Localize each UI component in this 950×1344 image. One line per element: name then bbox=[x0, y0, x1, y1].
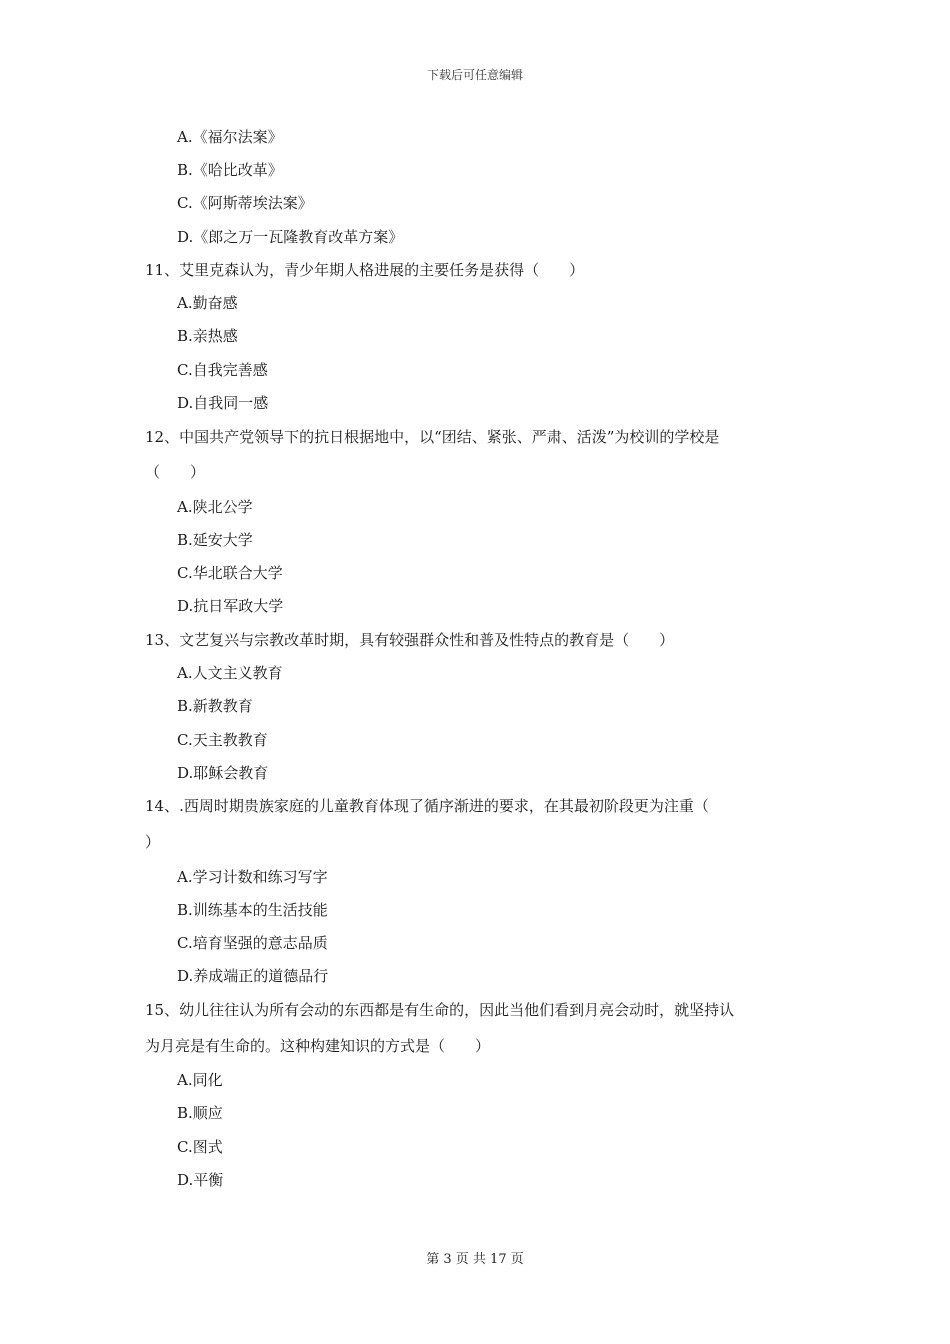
question-12-option-b: B.延安大学 bbox=[177, 531, 253, 549]
question-12-option-c: C.华北联合大学 bbox=[177, 564, 283, 582]
question-15-stem-continued: 为月亮是有生命的。这种构建知识的方式是（ ） bbox=[145, 1037, 491, 1055]
question-11-option-a: A.勤奋感 bbox=[177, 294, 238, 312]
question-13-option-d: D.耶稣会教育 bbox=[177, 764, 269, 782]
page-header: 下载后可任意编辑 bbox=[426, 68, 523, 82]
question-12-stem-continued: （ ） bbox=[145, 463, 206, 481]
question-12-option-d: D.抗日军政大学 bbox=[177, 597, 284, 615]
question-11-stem: 11、艾里克森认为，青少年期人格进展的主要任务是获得（ ） bbox=[145, 261, 585, 279]
question-14-option-c: C.培育坚强的意志品质 bbox=[177, 934, 328, 952]
prev-option-d: D.《郎之万一瓦隆教育改革方案》 bbox=[177, 228, 404, 246]
page-footer: 第 3 页 共 17 页 bbox=[426, 1252, 524, 1267]
question-12-stem: 12、中国共产党领导下的抗日根据地中，以“团结、紧张、严肃、活泼”为校训的学校是 bbox=[145, 428, 720, 446]
question-14-option-d: D.养成端正的道德品行 bbox=[177, 967, 329, 985]
prev-option-b: B.《哈比改革》 bbox=[177, 161, 283, 179]
question-11-option-b: B.亲热感 bbox=[177, 327, 238, 345]
question-15-stem: 15、幼儿往往认为所有会动的东西都是有生命的，因此当他们看到月亮会动时，就坚持认 bbox=[145, 1001, 735, 1019]
question-11-option-d: D.自我同一感 bbox=[177, 394, 269, 412]
question-12-option-a: A.陕北公学 bbox=[177, 498, 253, 516]
question-15-option-a: A.同化 bbox=[177, 1071, 223, 1089]
question-13-option-a: A.人文主义教育 bbox=[177, 664, 283, 682]
question-14-option-a: A.学习计数和练习写字 bbox=[177, 868, 328, 886]
question-11-option-c: C.自我完善感 bbox=[177, 361, 268, 379]
question-13-option-c: C.天主教教育 bbox=[177, 731, 268, 749]
question-13-stem: 13、文艺复兴与宗教改革时期，具有较强群众性和普及性特点的教育是（ ） bbox=[145, 631, 675, 649]
question-14-stem: 14、.西周时期贵族家庭的儿童教育体现了循序渐进的要求，在其最初阶段更为注重（ bbox=[145, 797, 709, 815]
question-15-option-c: C.图式 bbox=[177, 1138, 223, 1156]
question-15-option-b: B.顺应 bbox=[177, 1104, 223, 1122]
question-13-option-b: B.新教教育 bbox=[177, 697, 253, 715]
question-14-stem-continued: ） bbox=[145, 833, 161, 851]
question-15-option-d: D.平衡 bbox=[177, 1171, 224, 1189]
prev-option-c: C.《阿斯蒂埃法案》 bbox=[177, 194, 313, 212]
question-14-option-b: B.训练基本的生活技能 bbox=[177, 901, 328, 919]
prev-option-a: A.《福尔法案》 bbox=[177, 128, 283, 146]
